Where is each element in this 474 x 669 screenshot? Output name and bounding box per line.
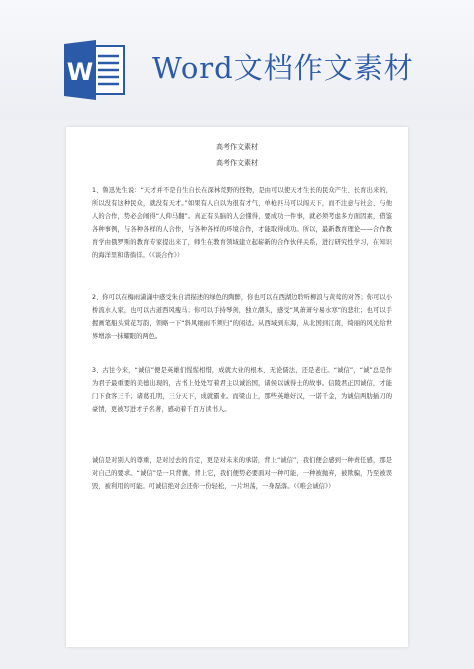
document-title: 高考作文素材 (216, 143, 258, 151)
banner-title: Word文档作文素材 (152, 51, 414, 85)
logo-letter: W (66, 58, 94, 86)
banner (0, 0, 474, 120)
document-subtitle: 高考作文素材 (216, 159, 258, 167)
paragraph-2: 2、你可以在梅雨潇潇中感受朱自清描述的绿色的陶醉，你也可以在西湖边聆听柳浪与黄莺的对答；你可以小桥流水人家，也可以古道西风瘦马；你可以手持琴剑，独立潮头，感受“风萧萧兮易水寒”的悲壮；也可以手握画笔船头赏花写韵，领略一下“斜风细雨不须归”的闲适。从西域到东海，从北国到江南，绮丽的风光给世界增添一抹耀眼的两色。 (92, 294, 392, 340)
document-page (66, 127, 408, 647)
paragraph-3: 3、古往今来，“诚信”便是英雄们惺惺相惜，成就大业的根本，无论儒法，还是老庄。“诚信”，“诚”总是作为君子最重要的美德出现的，古书上处处写着君主以诚治国，诸侯以诚得士的故事。信陵君正因诚信，才能门下食客三千；诸葛孔明，三分天下，成就霸业。而梁山上，那些英雄好汉，一诺千金，为诚信两肋插刀的豪情，更被写进才子名著，感动着千百万读书人。 (92, 367, 392, 413)
paragraph-4: 诚信是对别人的尊重，是对过去的肯定，更是对未来的承诺，背上“诚信”，我们便会感到一种责任感，那是对自己的要求。“诚信”是一只背囊，背上它，我们便势必要面对一种可能，一种被抛弃，被欺骗，乃至被误毁，被利用的可能。可诚信绝对会还你一份轻松，一片坦荡，一身磊落。（《唯会诚信》） (92, 457, 392, 490)
word-logo-icon (64, 40, 126, 100)
paragraph-1: 1、鲁迅先生说：“天才并不是自生自长在深林荒野的怪物，是由可以使天才生长的民众产生、长育出来的，所以没有这种民众，就没有天才。”如果有人自以为很有才气，单枪匹马可以闯天下，而不注意与社会、与他人的合作，势必会闹得“人仰马翻”。真正有头脑的人会懂得，要成功一件事，就必须考虑多方面因素，借鉴各种事例，与各种各样的人合作，与各种各样的环境合作，才能取得成功。所以，最新教育理论——合作教育学由俄罗斯的教育专家提出来了，师生在教育领域建立起崭新的合作伙伴关系，进行研究性学习，在知识的海洋里和谐徜徉。（《谈合作》） (92, 187, 392, 259)
